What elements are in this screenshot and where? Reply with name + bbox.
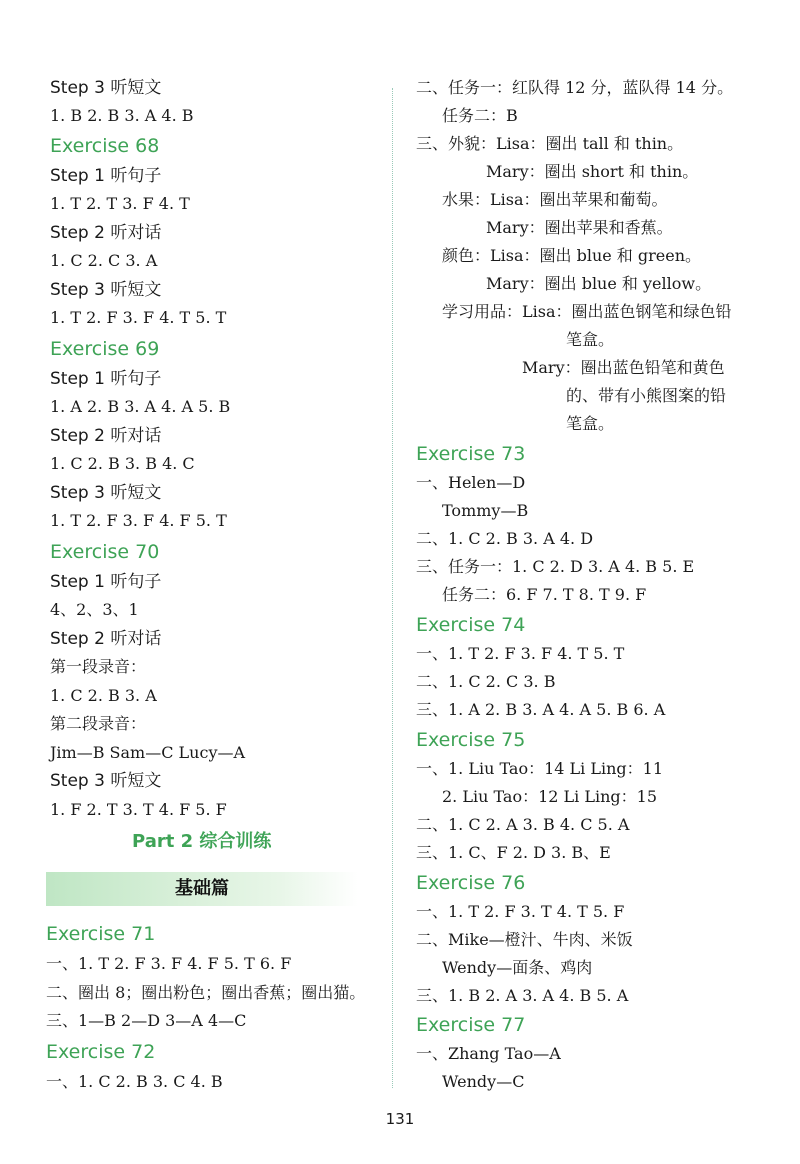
step-heading: Step 1 听句子 xyxy=(50,369,162,389)
section-label: 第一段录音： xyxy=(50,657,147,676)
answer-line: Mary：圈出蓝色铅笔和黄色 xyxy=(522,358,725,377)
answer-line: 一、1. T 2. F 3. F 4. T 5. T xyxy=(416,644,625,663)
exercise-71-heading: Exercise 71 xyxy=(46,923,156,945)
answer-line: 1. F 2. T 3. T 4. F 5. F xyxy=(50,800,227,819)
answer-line: 1. C 2. C 3. A xyxy=(50,251,158,270)
section-label: 第二段录音： xyxy=(50,714,147,733)
answer-line: 水果：Lisa：圈出苹果和葡萄。 xyxy=(442,190,668,209)
answer-line: Mary：圈出 blue 和 yellow。 xyxy=(486,274,712,293)
step-heading: Step 2 听对话 xyxy=(50,629,162,649)
exercise-77-heading: Exercise 77 xyxy=(416,1014,526,1036)
section-band-title: 基础篇 xyxy=(175,878,229,899)
exercise-75-heading: Exercise 75 xyxy=(416,729,526,751)
step-heading: Step 2 听对话 xyxy=(50,426,162,446)
answer-line: 的、带有小熊图案的铅 xyxy=(566,386,727,405)
exercise-74-heading: Exercise 74 xyxy=(416,614,526,636)
exercise-70-heading: Exercise 70 xyxy=(50,541,160,563)
answer-line: 二、1. C 2. B 3. A 4. D xyxy=(416,529,594,548)
answer-line: 2. Liu Tao：12 Li Ling：15 xyxy=(442,787,658,806)
answer-line: 一、1. T 2. F 3. F 4. F 5. T 6. F xyxy=(46,954,292,973)
answer-line: Mary：圈出 short 和 thin。 xyxy=(486,162,699,181)
step-heading: Step 1 听句子 xyxy=(50,166,162,186)
answer-line: 二、Mike—橙汁、牛肉、米饭 xyxy=(416,930,633,949)
exercise-68-heading: Exercise 68 xyxy=(50,135,160,157)
answer-line: 任务二：6. F 7. T 8. T 9. F xyxy=(442,585,647,604)
answer-line: 颜色：Lisa：圈出 blue 和 green。 xyxy=(442,246,702,265)
answer-line: 二、1. C 2. C 3. B xyxy=(416,672,556,691)
answer-line: Wendy—面条、鸡肉 xyxy=(442,958,593,977)
answer-line: 1. A 2. B 3. A 4. A 5. B xyxy=(50,397,231,416)
exercise-76-heading: Exercise 76 xyxy=(416,872,526,894)
answer-line: 4、2、3、1 xyxy=(50,600,139,619)
answer-line: 一、1. C 2. B 3. C 4. B xyxy=(46,1072,223,1091)
answer-line: Tommy—B xyxy=(442,501,529,520)
answer-line: 1. C 2. B 3. A xyxy=(50,686,157,705)
step-heading: Step 1 听句子 xyxy=(50,572,162,592)
answer-line: 三、1. A 2. B 3. A 4. A 5. B 6. A xyxy=(416,700,666,719)
step-heading: Step 2 听对话 xyxy=(50,223,162,243)
exercise-72-heading: Exercise 72 xyxy=(46,1041,156,1063)
answer-line: 三、1. B 2. A 3. A 4. B 5. A xyxy=(416,986,629,1005)
exercise-69-heading: Exercise 69 xyxy=(50,338,160,360)
answer-line: 学习用品：Lisa：圈出蓝色钢笔和绿色铅 xyxy=(442,302,732,321)
answer-line: 1. T 2. T 3. F 4. T xyxy=(50,194,190,213)
answer-line: Jim—B Sam—C Lucy—A xyxy=(50,743,246,762)
answer-line: 一、1. T 2. F 3. T 4. T 5. F xyxy=(416,902,625,921)
answer-line: 二、圈出 8；圈出粉色；圈出香蕉；圈出猫。 xyxy=(46,983,366,1002)
page-number: 131 xyxy=(385,1110,415,1128)
answer-line: 三、外貌：Lisa：圈出 tall 和 thin。 xyxy=(416,134,684,153)
part-2-heading: Part 2 综合训练 xyxy=(132,831,272,852)
answer-line: 1. B 2. B 3. A 4. B xyxy=(50,106,194,125)
answer-line: 三、任务一：1. C 2. D 3. A 4. B 5. E xyxy=(416,557,695,576)
answer-line: 二、任务一：红队得 12 分，蓝队得 14 分。 xyxy=(416,78,734,97)
answer-line: 任务二：B xyxy=(442,106,518,125)
answer-line: 1. T 2. F 3. F 4. T 5. T xyxy=(50,308,227,327)
answer-line: 笔盒。 xyxy=(566,414,615,433)
step-heading: Step 3 听短文 xyxy=(50,771,162,791)
step-heading: Step 3 听短文 xyxy=(50,280,162,300)
answer-line: Wendy—C xyxy=(442,1072,525,1091)
answer-line: 三、1. C、F 2. D 3. B、E xyxy=(416,843,611,862)
answer-line: 一、1. Liu Tao：14 Li Ling：11 xyxy=(416,759,664,778)
answer-line: 一、Zhang Tao—A xyxy=(416,1044,561,1063)
column-divider xyxy=(392,88,393,1088)
step-heading: Step 3 听短文 xyxy=(50,78,162,98)
answer-line: 一、Helen—D xyxy=(416,473,526,492)
answer-line: 1. C 2. B 3. B 4. C xyxy=(50,454,195,473)
section-band xyxy=(46,872,358,906)
answer-line: Mary：圈出苹果和香蕉。 xyxy=(486,218,673,237)
answer-line: 三、1—B 2—D 3—A 4—C xyxy=(46,1011,247,1030)
answer-line: 二、1. C 2. A 3. B 4. C 5. A xyxy=(416,815,630,834)
exercise-73-heading: Exercise 73 xyxy=(416,443,526,465)
answer-line: 笔盒。 xyxy=(566,330,615,349)
answer-line: 1. T 2. F 3. F 4. F 5. T xyxy=(50,511,227,530)
step-heading: Step 3 听短文 xyxy=(50,483,162,503)
